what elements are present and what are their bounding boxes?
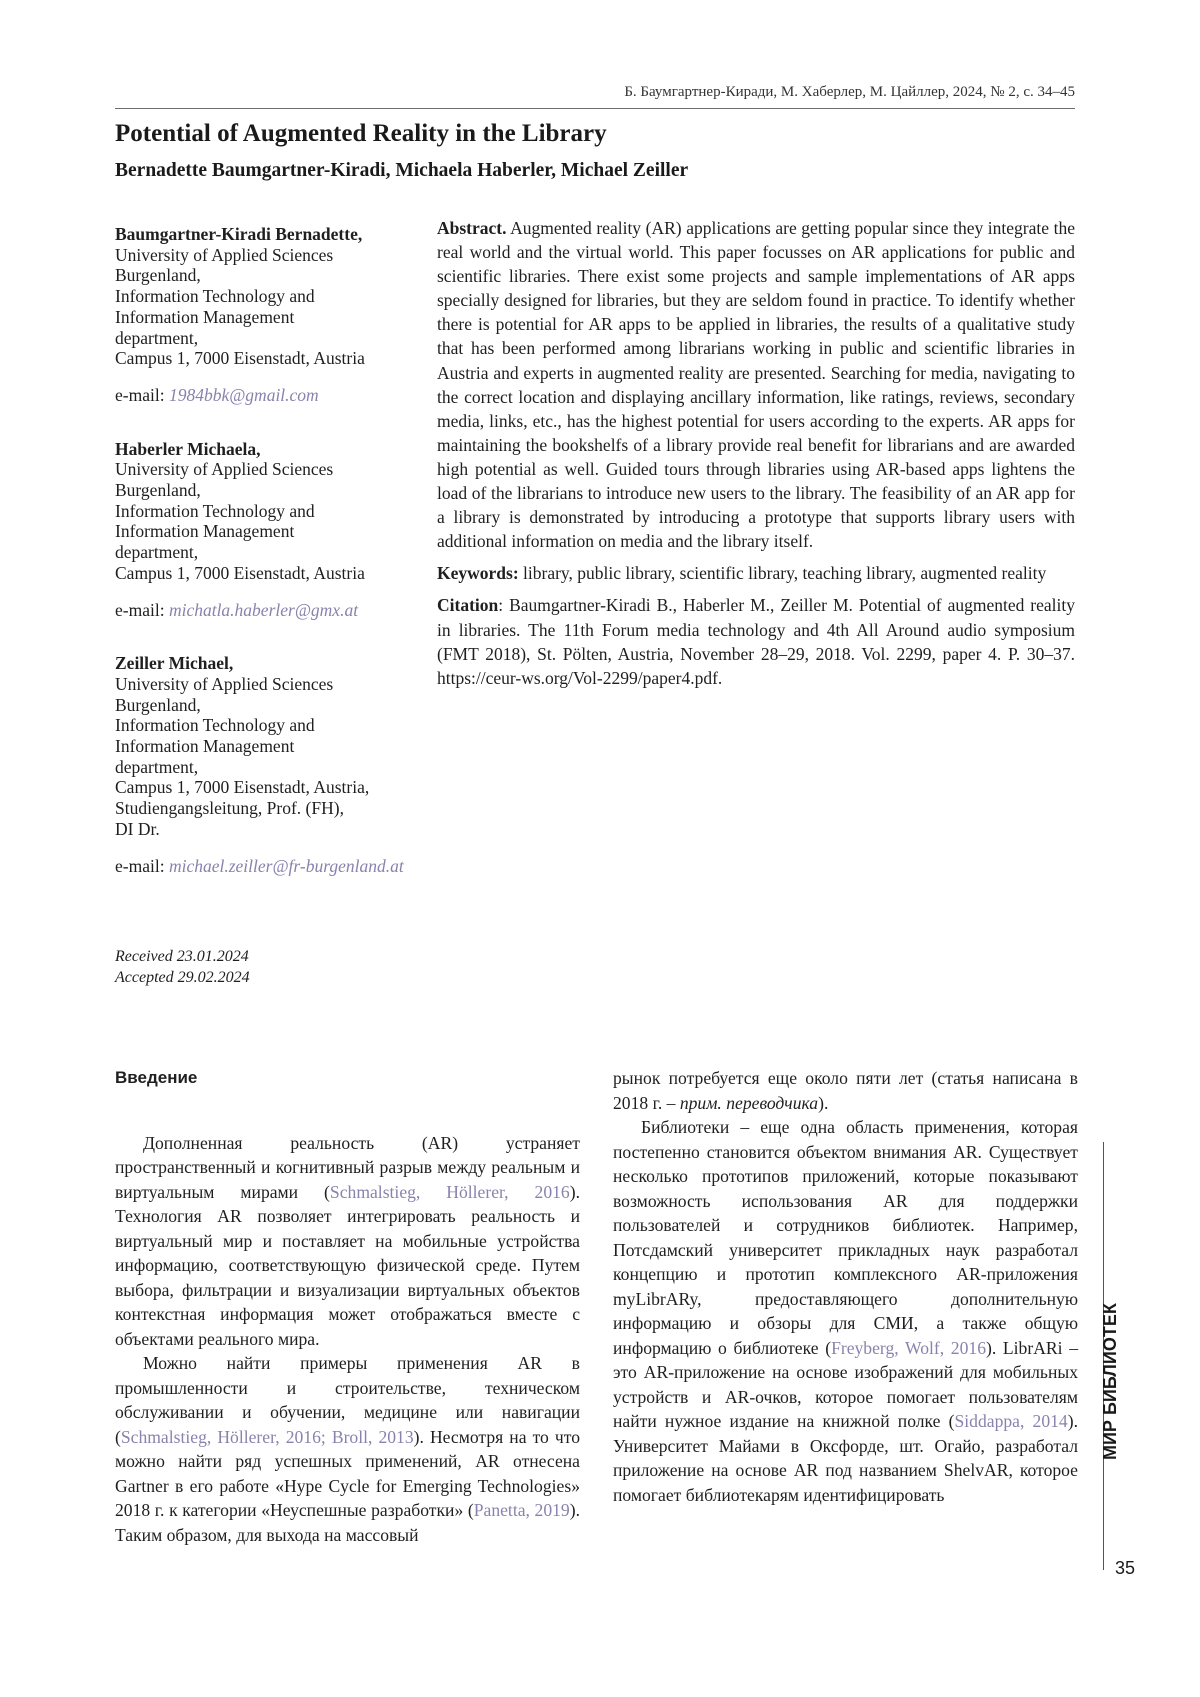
abstract-column — [437, 216, 1075, 690]
affiliation-line: department, — [115, 328, 415, 349]
affiliation-line: Information Management — [115, 307, 415, 328]
paragraph — [115, 1351, 580, 1547]
paragraph-text: ). — [818, 1093, 828, 1113]
affiliation-line: DI Dr. — [115, 819, 415, 840]
affiliation-line: Information Management — [115, 736, 415, 757]
affiliation-1 — [115, 224, 415, 406]
affiliation-line: Information Technology and — [115, 715, 415, 736]
abstract-label: Abstract. — [437, 218, 507, 238]
paragraph — [115, 1131, 580, 1352]
citation-link[interactable]: Schmalstieg, Höllerer, 2016; Broll, 2013 — [121, 1427, 414, 1447]
affiliation-2 — [115, 439, 415, 621]
paragraph-text: Можно найти примеры применения AR в промышленности и строительстве, техническом обслуживании и обучении, медицине или навигации ( — [115, 1353, 580, 1447]
affiliation-line: Campus 1, 7000 Eisenstadt, Austria — [115, 563, 415, 584]
author-name: Baumgartner-Kiradi Bernadette, — [115, 224, 415, 245]
body-column-right — [613, 1066, 1078, 1507]
paragraph-text: ). Несмотря на то что можно найти ряд успешных применений, AR отнесена Gartner в его работе «Hype Cycle for Emerging Technologies» 2018 г. к категории «Неуспешные разработки» ( — [115, 1427, 580, 1521]
translator-note: прим. переводчика — [680, 1093, 818, 1113]
citation-label: Citation — [437, 595, 498, 615]
paragraph-text: ). Университет Майами в Оксфорде, шт. Огайо, разработал приложение на основе AR под названием ShelvAR, которое помогает библиотекарям идентифицировать — [613, 1411, 1078, 1505]
citation — [437, 593, 1075, 689]
affiliation-line: department, — [115, 757, 415, 778]
citation-link[interactable]: Freyberg, Wolf, 2016 — [831, 1338, 986, 1358]
paragraph — [613, 1066, 1078, 1115]
keywords — [437, 561, 1075, 585]
affiliations-column — [115, 224, 415, 876]
affiliation-line: University of Applied Sciences — [115, 245, 415, 266]
submission-dates — [115, 946, 250, 988]
paragraph-text: Дополненная реальность (AR) устраняет пространственный и когнитивный разрыв между реальным и виртуальным мирами ( — [115, 1133, 580, 1202]
affiliation-line: Studiengangsleitung, Prof. (FH), — [115, 798, 415, 819]
author-name: Haberler Michaela, — [115, 439, 415, 460]
running-head: Б. Баумгартнер-Киради, М. Хаберлер, М. Цайллер, 2024, № 2, с. 34–45 — [115, 84, 1075, 101]
affiliation-line: department, — [115, 542, 415, 563]
paragraph-text: Библиотеки – еще одна область применения, которая постепенно становится объектом внимания AR. Существует несколько прототипов приложений, которые показывают возможность использования AR для поддержки пользователей и сотрудников библиотек. Например, Потсдамский университет прикладных наук разработал концепцию и прототип комплексного AR-приложения myLibrARy, предоставляющего дополнительную информацию и обзоры для СМИ, а также общую информацию о библиотеке ( — [613, 1117, 1078, 1358]
paragraph-text: рынок потребуется еще около пяти лет (статья написана в 2018 г. – — [613, 1068, 1078, 1113]
email-link[interactable]: michatla.haberler@gmx.at — [169, 600, 358, 620]
email-link[interactable]: michael.zeiller@fr-burgenland.at — [169, 856, 404, 876]
citation-link[interactable]: Panetta, 2019 — [474, 1500, 570, 1520]
affiliation-3 — [115, 653, 415, 876]
header-divider — [115, 108, 1075, 109]
body-column-left — [115, 1066, 580, 1547]
email-line — [115, 600, 415, 621]
paragraph-text: ). LibrARi – это AR-приложение на основе изображений для мобильных устройств и AR-очков, которое помогает пользователям найти нужное издание на книжной полке ( — [613, 1338, 1078, 1432]
keywords-label: Keywords: — [437, 563, 519, 583]
citation-link[interactable]: Siddappa, 2014 — [955, 1411, 1068, 1431]
paragraph-text: ). Технология AR позволяет интегрировать реальность и виртуальный мир и поставляет на мобильные устройства информацию, соответствующую физической среде. Путем выбора, фильтрации и визуализации виртуальных объектов контекстная информация может отображаться вместе с объектами реального мира. — [115, 1182, 580, 1349]
affiliation-line: University of Applied Sciences — [115, 459, 415, 480]
citation-link[interactable]: Schmalstieg, Höllerer, 2016 — [330, 1182, 570, 1202]
article-title: Potential of Augmented Reality in the Library — [115, 120, 607, 148]
keywords-text: library, public library, scientific library, teaching library, augmented reality — [523, 563, 1046, 583]
article-authors: Bernadette Baumgartner-Kiradi, Michaela Haberler, Michael Zeiller — [115, 160, 688, 182]
affiliation-line: Information Technology and — [115, 286, 415, 307]
email-label: e-mail: — [115, 600, 169, 620]
affiliation-line: Campus 1, 7000 Eisenstadt, Austria, — [115, 777, 415, 798]
email-link[interactable]: 1984bbk@gmail.com — [169, 385, 319, 405]
email-label: e-mail: — [115, 856, 169, 876]
affiliation-line: Burgenland, — [115, 695, 415, 716]
affiliation-line: Campus 1, 7000 Eisenstadt, Austria — [115, 348, 415, 369]
affiliation-line: Information Management — [115, 521, 415, 542]
affiliation-line: Information Technology and — [115, 501, 415, 522]
page-number: 35 — [1115, 1558, 1135, 1579]
affiliation-line: University of Applied Sciences — [115, 674, 415, 695]
paragraph — [613, 1115, 1078, 1507]
affiliation-line: Burgenland, — [115, 265, 415, 286]
email-label: e-mail: — [115, 385, 169, 405]
section-heading: Введение — [115, 1066, 580, 1091]
abstract — [437, 216, 1075, 553]
author-name: Zeiller Michael, — [115, 653, 415, 674]
abstract-text: Augmented reality (AR) applications are getting popular since they integrate the real world and the virtual world. This paper focusses on AR applications for public and scientific libraries. There exist some projects and sample implementations of AR apps specially designed for libraries, but they are seldom found in practice. To identify whether there is potential for AR apps to be applied in libraries, the results of a qualitative study that has been performed among librarians working in public and scientific libraries in Austria and experts in augmented reality are presented. Searching for media, navigating to the correct location and displaying ancillary information, like ratings, reviews, secondary media, links, etc., has the highest potential for users according to the experts. AR apps for maintaining the bookshelfs of a library provide real benefit for librarians and are awarded high potential as well. Guided tours through libraries using AR-based apps lightens the load of the librarians to introduce new users to the library. The feasibility of an AR app for a library is demonstrated by introducing a prototype that supports library users with additional information on media and the library itself. — [437, 218, 1075, 551]
citation-text: : Baumgartner-Kiradi B., Haberler M., Zeiller M. Potential of augmented reality in libraries. The 11th Forum media technology and 4th All Around audio symposium (FMT 2018), St. Pölten, Austria, November 28–29, 2018. Vol. 2299, paper 4. P. 30–37. https://ceur-ws.org/Vol-2299/paper4.pdf. — [437, 595, 1075, 687]
email-line — [115, 856, 415, 877]
accepted-date: Accepted 29.02.2024 — [115, 967, 250, 988]
affiliation-line: Burgenland, — [115, 480, 415, 501]
received-date: Received 23.01.2024 — [115, 946, 250, 967]
email-line — [115, 385, 415, 406]
journal-name: МИР БИБЛИОТЕК — [1100, 1303, 1121, 1460]
paragraph-text: ). Таким образом, для выхода на массовый — [115, 1500, 580, 1545]
